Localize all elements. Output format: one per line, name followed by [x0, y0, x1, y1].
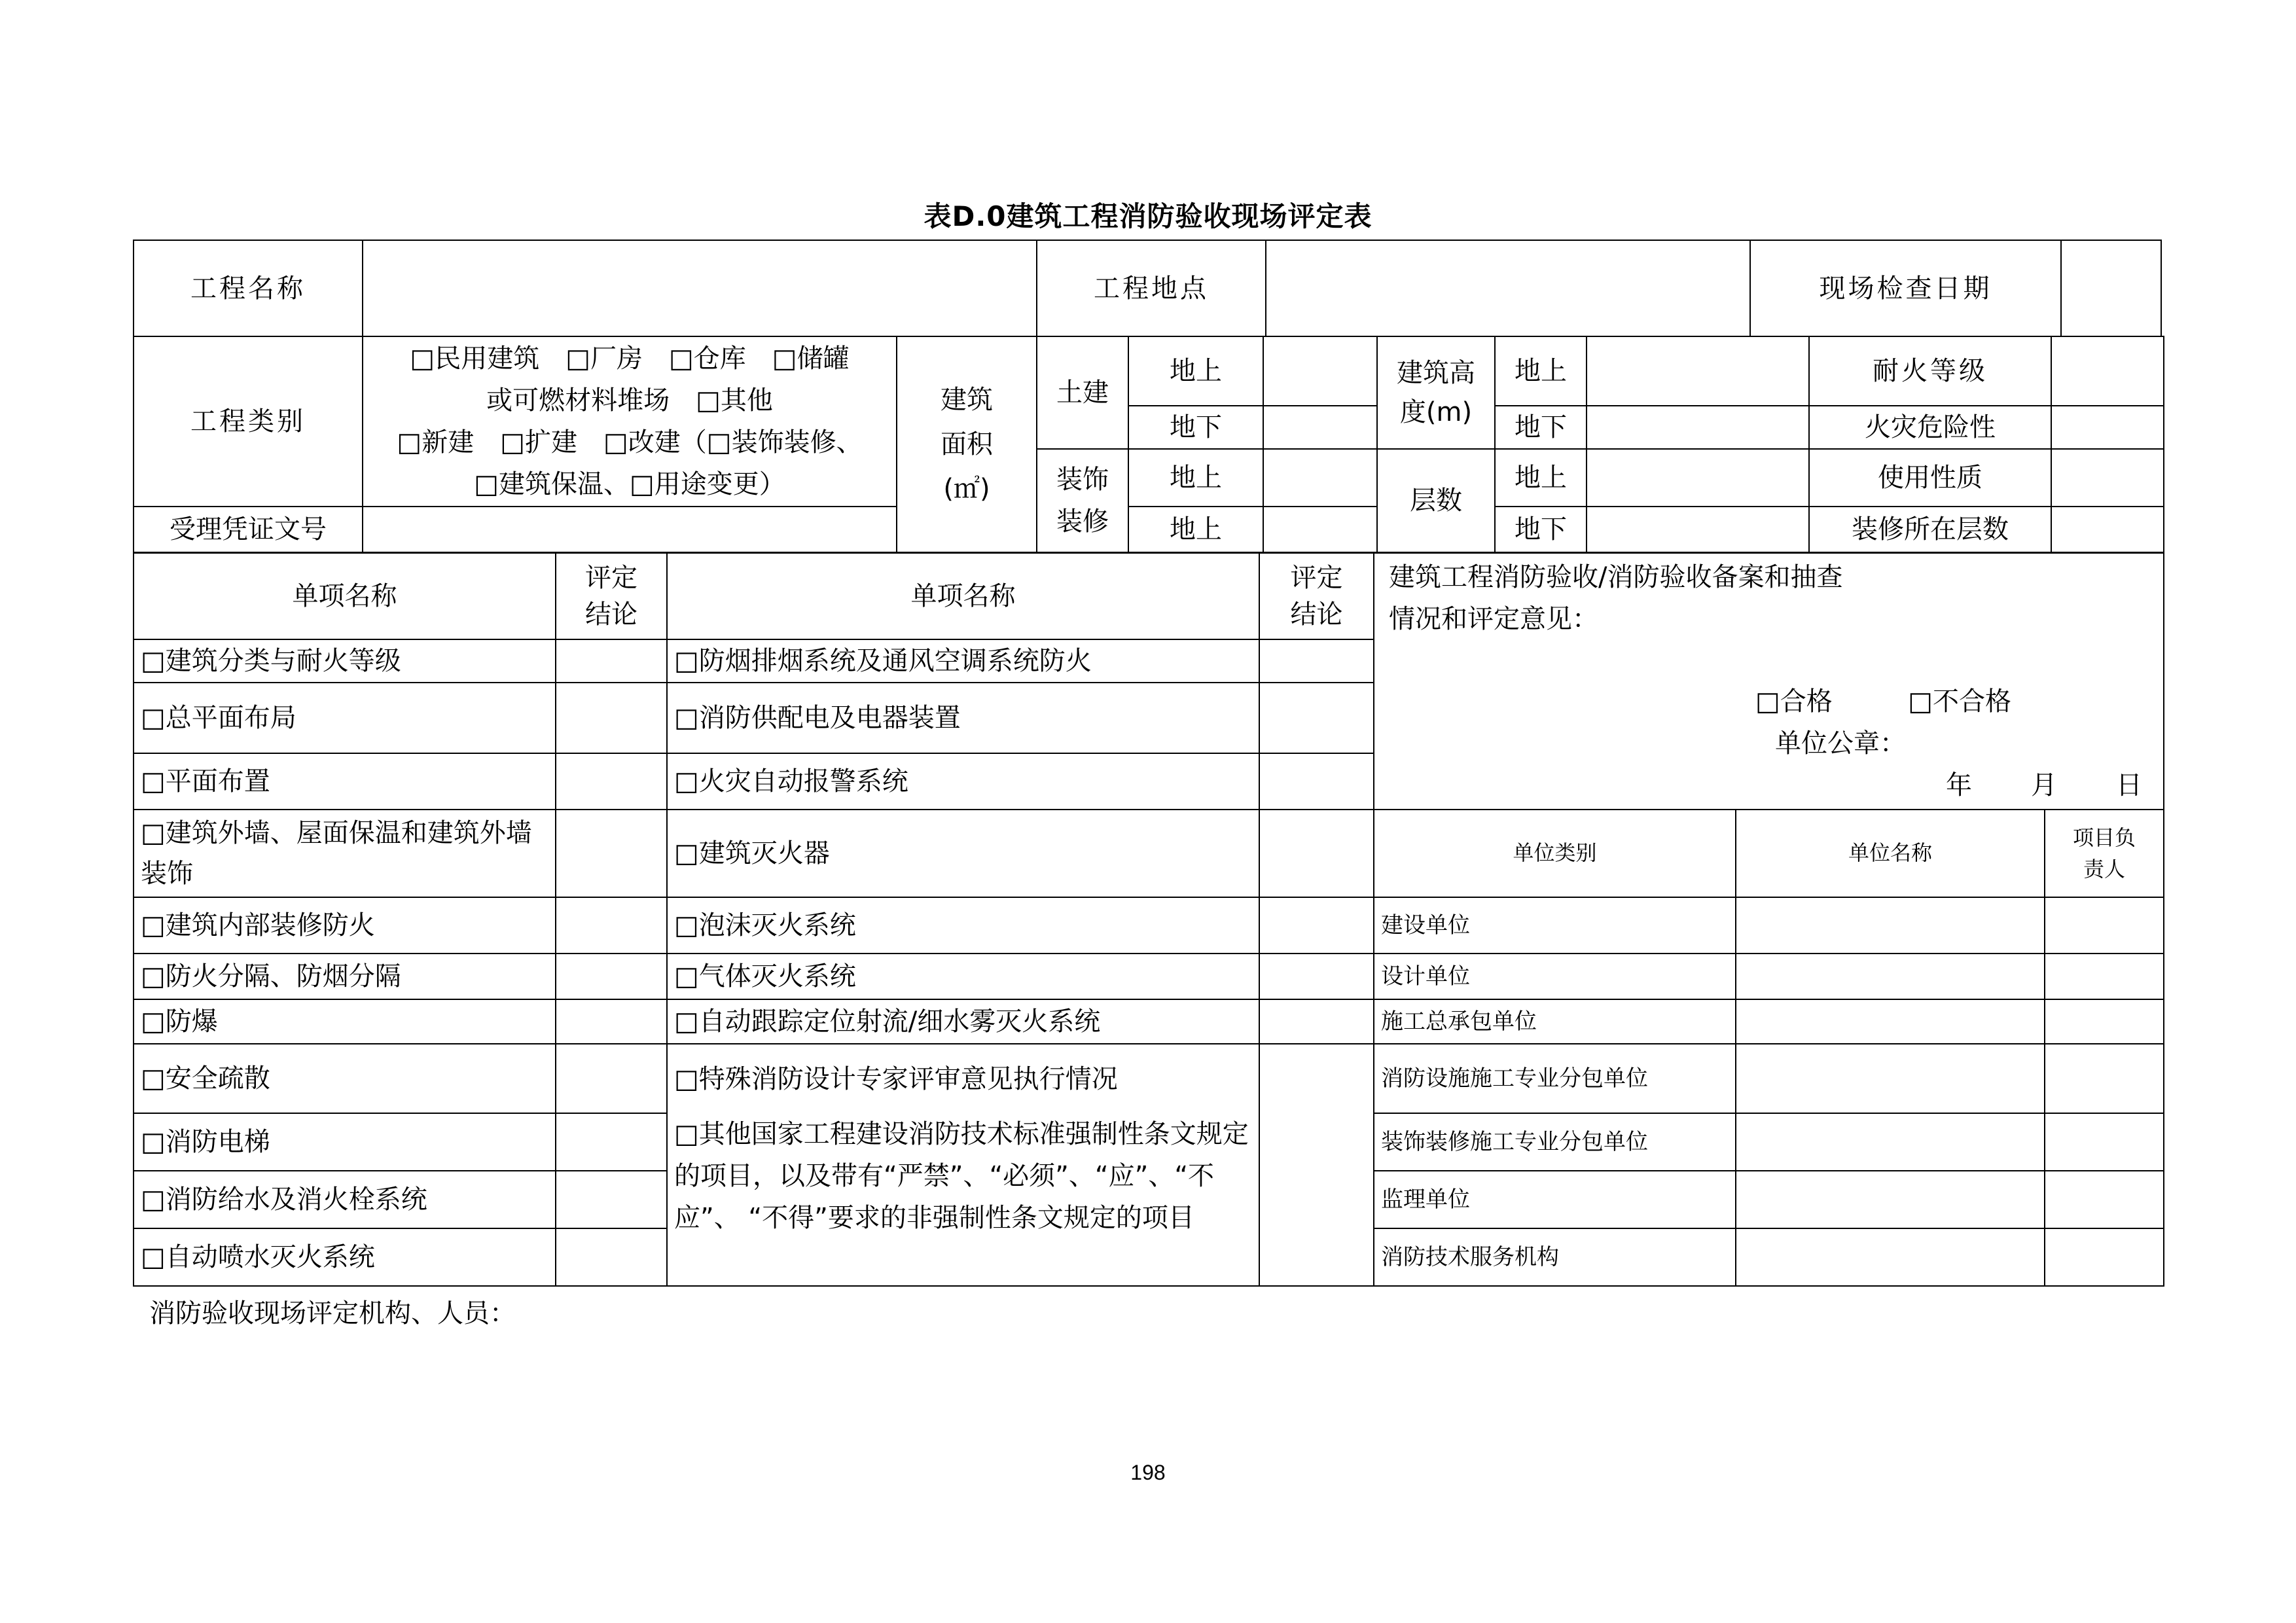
right-result-6[interactable] [1259, 999, 1374, 1044]
left-item-5[interactable]: □防火分隔、防烟分隔 [134, 954, 556, 999]
floors-below-label: 地下 [1495, 507, 1587, 552]
left-item-8[interactable]: □消防电梯 [134, 1113, 556, 1171]
unit-type-4: 装饰装修施工专业分包单位 [1374, 1113, 1736, 1171]
unit-name-2[interactable] [1736, 999, 2045, 1044]
project-name-field[interactable] [363, 240, 1037, 336]
items-table [133, 552, 2164, 1287]
unit-type-2: 施工总承包单位 [1374, 999, 1736, 1044]
left-item-1[interactable]: □总平面布局 [134, 683, 556, 753]
area-label [897, 336, 1037, 552]
floors-above-field[interactable] [1587, 449, 1809, 507]
floors-label: 层数 [1377, 449, 1495, 552]
floors-above-label: 地上 [1495, 449, 1587, 507]
fire-hazard-field[interactable] [2051, 406, 2164, 449]
right-item-0[interactable]: □防烟排烟系统及通风空调系统防火 [667, 639, 1259, 683]
height-above-field[interactable] [1587, 336, 1809, 406]
unit-type-5: 监理单位 [1374, 1171, 1736, 1228]
left-result-header-line-1: 评定 [585, 563, 637, 593]
height-label-line-1: 建筑高 [1397, 358, 1475, 388]
left-result-9[interactable] [556, 1171, 667, 1228]
deco-above-field[interactable] [1263, 449, 1377, 507]
left-result-3[interactable] [556, 810, 667, 897]
project-name-label: 工程名称 [134, 240, 363, 336]
opinion-text-line-2: 情况和评定意见： [1389, 604, 1598, 634]
left-result-header [556, 553, 667, 639]
left-item-2[interactable]: □平面布置 [134, 753, 556, 810]
header-table [133, 240, 2162, 337]
left-item-3[interactable]: □建筑外墙、屋面保温和建筑外墙装饰 [134, 810, 556, 897]
unit-leader-3[interactable] [2045, 1044, 2164, 1113]
day-label: 日 [2116, 770, 2142, 800]
year-label: 年 [1946, 770, 1972, 800]
unit-leader-4[interactable] [2045, 1113, 2164, 1171]
right-item-2[interactable]: □火灾自动报警系统 [667, 753, 1259, 810]
fire-resistance-label: 耐火等级 [1809, 336, 2051, 406]
right-result-7[interactable] [1259, 1044, 1374, 1286]
decoration-floors-field[interactable] [2051, 507, 2164, 552]
category-line-2[interactable]: 或可燃材料堆场 □其他 [486, 385, 773, 416]
civil-label: 土建 [1037, 336, 1128, 449]
unit-name-header: 单位名称 [1736, 810, 2045, 897]
category-label: 工程类别 [134, 336, 363, 507]
unit-type-0: 建设单位 [1374, 897, 1736, 954]
right-item-5[interactable]: □气体灭火系统 [667, 954, 1259, 999]
acceptance-doc-label: 受理凭证文号 [134, 507, 363, 552]
decoration-floors-label: 装修所在层数 [1809, 507, 2051, 552]
opinion-cell[interactable] [1374, 553, 2164, 810]
left-result-4[interactable] [556, 897, 667, 954]
category-table [133, 336, 2164, 553]
footer-label: 消防验收现场评定机构、人员： [149, 1298, 516, 1329]
left-result-header-line-2: 结论 [585, 599, 637, 630]
deco-above-field-2[interactable] [1263, 507, 1377, 552]
floors-below-field[interactable] [1587, 507, 1809, 552]
left-result-5[interactable] [556, 954, 667, 999]
category-line-1[interactable]: □民用建筑 □厂房 □仓库 □储罐 [410, 344, 850, 374]
unit-leader-header [2045, 810, 2164, 897]
pass-checkbox[interactable]: □合格 [1755, 687, 1833, 717]
unit-leader-6[interactable] [2045, 1228, 2164, 1286]
decoration-label [1037, 449, 1128, 552]
area-label-line-3: (㎡) [943, 474, 990, 504]
usage-field[interactable] [2051, 449, 2164, 507]
left-item-10[interactable]: □自动喷水灭火系统 [134, 1228, 556, 1286]
left-result-8[interactable] [556, 1113, 667, 1171]
unit-leader-2[interactable] [2045, 999, 2164, 1044]
unit-leader-1[interactable] [2045, 954, 2164, 999]
left-result-0[interactable] [556, 639, 667, 683]
unit-name-0[interactable] [1736, 897, 2045, 954]
category-line-3[interactable]: □新建 □扩建 □改建（□装饰装修、 [397, 427, 863, 457]
right-item-3[interactable]: □建筑灭火器 [667, 810, 1259, 897]
civil-below-field[interactable] [1263, 406, 1377, 449]
right-item-7[interactable]: □特殊消防设计专家评审意见执行情况 [667, 1044, 1259, 1113]
decoration-label-line-2: 装修 [1056, 507, 1109, 537]
left-item-header: 单项名称 [134, 553, 556, 639]
right-result-0[interactable] [1259, 639, 1374, 683]
right-result-header-line-2: 结论 [1290, 599, 1343, 630]
right-item-1[interactable]: □消防供配电及电器装置 [667, 683, 1259, 753]
height-label-line-2: 度(m) [1399, 397, 1473, 427]
unit-name-3[interactable] [1736, 1044, 2045, 1113]
category-options[interactable] [363, 336, 897, 507]
project-location-field[interactable] [1266, 240, 1750, 336]
unit-leader-0[interactable] [2045, 897, 2164, 954]
right-result-4[interactable] [1259, 897, 1374, 954]
left-item-4[interactable]: □建筑内部装修防火 [134, 897, 556, 954]
unit-name-1[interactable] [1736, 954, 2045, 999]
left-result-7[interactable] [556, 1044, 667, 1113]
right-result-1[interactable] [1259, 683, 1374, 753]
left-result-6[interactable] [556, 999, 667, 1044]
unit-leader-5[interactable] [2045, 1171, 2164, 1228]
month-label: 月 [2031, 770, 2057, 800]
unit-type-6: 消防技术服务机构 [1374, 1228, 1736, 1286]
unit-name-5[interactable] [1736, 1171, 2045, 1228]
left-item-9[interactable]: □消防给水及消火栓系统 [134, 1171, 556, 1228]
unit-leader-header-line-1: 项目负 [2072, 825, 2136, 850]
fire-hazard-label: 火灾危险性 [1809, 406, 2051, 449]
category-line-4[interactable]: □建筑保温、□用途变更） [474, 469, 785, 499]
right-item-4[interactable]: □泡沫灭火系统 [667, 897, 1259, 954]
right-result-3[interactable] [1259, 810, 1374, 897]
page-title: 表D.0建筑工程消防验收现场评定表 [924, 200, 1372, 232]
civil-above-label: 地上 [1128, 336, 1263, 406]
inspection-date-field[interactable] [2061, 240, 2161, 336]
deco-above-label: 地上 [1128, 449, 1263, 507]
usage-label: 使用性质 [1809, 449, 2051, 507]
left-result-10[interactable] [556, 1228, 667, 1286]
inspection-date-label: 现场检查日期 [1750, 240, 2061, 336]
right-result-5[interactable] [1259, 954, 1374, 999]
right-result-2[interactable] [1259, 753, 1374, 810]
right-result-header-line-1: 评定 [1290, 563, 1343, 593]
height-label [1377, 336, 1495, 449]
civil-below-label: 地下 [1128, 406, 1263, 449]
unit-name-4[interactable] [1736, 1113, 2045, 1171]
fire-resistance-field[interactable] [2051, 336, 2164, 406]
decoration-label-line-1: 装饰 [1056, 465, 1109, 495]
left-result-2[interactable] [556, 753, 667, 810]
unit-type-1: 设计单位 [1374, 954, 1736, 999]
area-label-line-2: 面积 [941, 429, 993, 459]
left-result-1[interactable] [556, 683, 667, 753]
page-number: 198 [1130, 1461, 1166, 1484]
unit-type-3: 消防设施施工专业分包单位 [1374, 1044, 1736, 1113]
unit-leader-header-line-2: 责人 [2083, 857, 2125, 882]
deco-above-label-2: 地上 [1128, 507, 1263, 552]
fail-checkbox[interactable]: □不合格 [1908, 687, 2012, 717]
left-item-6[interactable]: □防爆 [134, 999, 556, 1044]
height-below-label: 地下 [1495, 406, 1587, 449]
unit-name-6[interactable] [1736, 1228, 2045, 1286]
acceptance-doc-field[interactable] [363, 507, 897, 552]
right-item-6[interactable]: □自动跟踪定位射流/细水雾灭火系统 [667, 999, 1259, 1044]
right-item-8[interactable]: □其他国家工程建设消防技术标准强制性条文规定 的项目，以及带有“严禁”、“必须”、“应”、“不应”、 “不得”要求的非强制性条文规定的项目 [667, 1113, 1259, 1286]
seal-label: 单位公章： [1775, 728, 1906, 758]
area-label-line-1: 建筑 [941, 385, 993, 415]
height-above-label: 地上 [1495, 336, 1587, 406]
left-item-0[interactable]: □建筑分类与耐火等级 [134, 639, 556, 683]
civil-above-field[interactable] [1263, 336, 1377, 406]
unit-type-header: 单位类别 [1374, 810, 1736, 897]
project-location-label: 工程地点 [1037, 240, 1266, 336]
right-result-header [1259, 553, 1374, 639]
left-item-7[interactable]: □安全疏散 [134, 1044, 556, 1113]
opinion-text-line-1: 建筑工程消防验收/消防验收备案和抽查 [1389, 562, 1843, 592]
right-item-header: 单项名称 [667, 553, 1259, 639]
height-below-field[interactable] [1587, 406, 1809, 449]
